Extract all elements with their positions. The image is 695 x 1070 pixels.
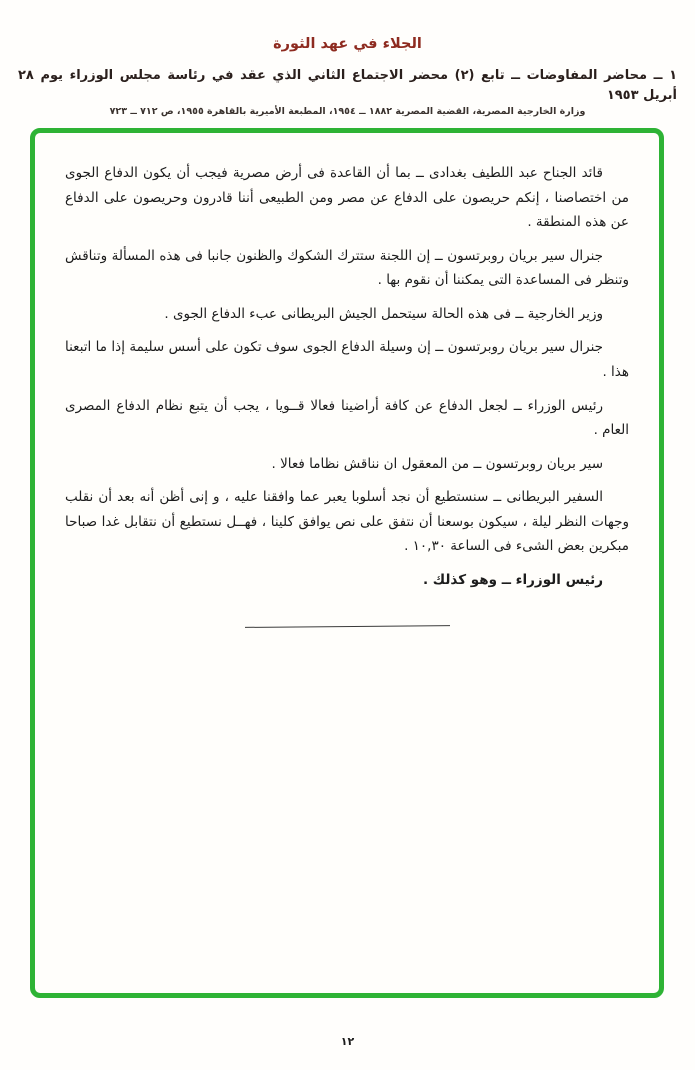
paragraph-wing-commander-baghdadi: قائد الجناح عبد اللطيف بغدادى ــ بما أن القاعدة فى أرض مصرية فيجب أن يكون الدفاع الجوى من اختصاصنا ، إنكم حريصون على الدفاع عن مصر ومن الطبيعى أننا قادرون وحريصون على الدفاع عن هذه المنطقة . xyxy=(65,165,629,231)
page-title: الجلاء في عهد الثورة xyxy=(273,36,422,52)
page-number: ١٢ xyxy=(340,1035,355,1048)
section-divider xyxy=(244,626,449,629)
paragraph-prime-minister-1: رئيس الوزراء ــ لجعل الدفاع عن كافة أراضينا فعالا قــويا ، يجب أن يتبع نظام الدفاع المصرى العام . xyxy=(65,397,629,439)
document-heading: ١ ــ محاضر المفاوضات ــ تابع (٢) محضر الاجتماع الثاني الذي عقد في رئاسة مجلس الوزراء يوم ٢٨ أبريل ١٩٥٣ xyxy=(18,68,677,104)
green-content-frame xyxy=(30,128,664,998)
paragraph-prime-minister-closing: رئيس الوزراء ــ وهو كذلك . xyxy=(422,571,603,588)
source-citation: وزارة الخارجية المصرية، القضية المصرية ١٨٨٢ ــ ١٩٥٤، المطبعة الأميرية بالقاهرة ١٩٥٥، ص ٧١٢ ــ ٧٢٣ xyxy=(109,106,586,117)
paragraph-british-ambassador: السفير البريطانى ــ سنستطيع أن نجد أسلوبا يعبر عما وافقنا عليه ، و إنى أظن أنه بعد أن نقلب وجهات النظر ليلة ، سيكون بوسعنا أن نتفق على نص يوافق كلينا ، فهــل نستطيع أن نتقابل غدا صباحا مبكرين بعض الشىء فى الساعة ١٠,٣٠ . xyxy=(65,489,629,555)
paragraph-general-robertson-1: جنرال سير بريان روبرتسون ــ إن اللجنة ستترك الشكوك والظنون جانبا فى هذه المسألة وتناقش وتنظر فى المساعدة التى يمكننا أن نقوم بها . xyxy=(65,247,629,289)
paragraph-foreign-minister: وزير الخارجية ــ فى هذه الحالة سيتحمل الجيش البريطانى عبء الدفاع الجوى . xyxy=(164,305,603,322)
paragraph-robertson-3: سير بريان روبرتسون ــ من المعقول ان نناقش نظاما فعالا . xyxy=(271,455,603,472)
paragraph-general-robertson-2: جنرال سير بريان روبرتسون ــ إن وسيلة الدفاع الجوى سوف تكون على أسس سليمة إذا ما اتبعنا هذا . xyxy=(65,339,629,380)
